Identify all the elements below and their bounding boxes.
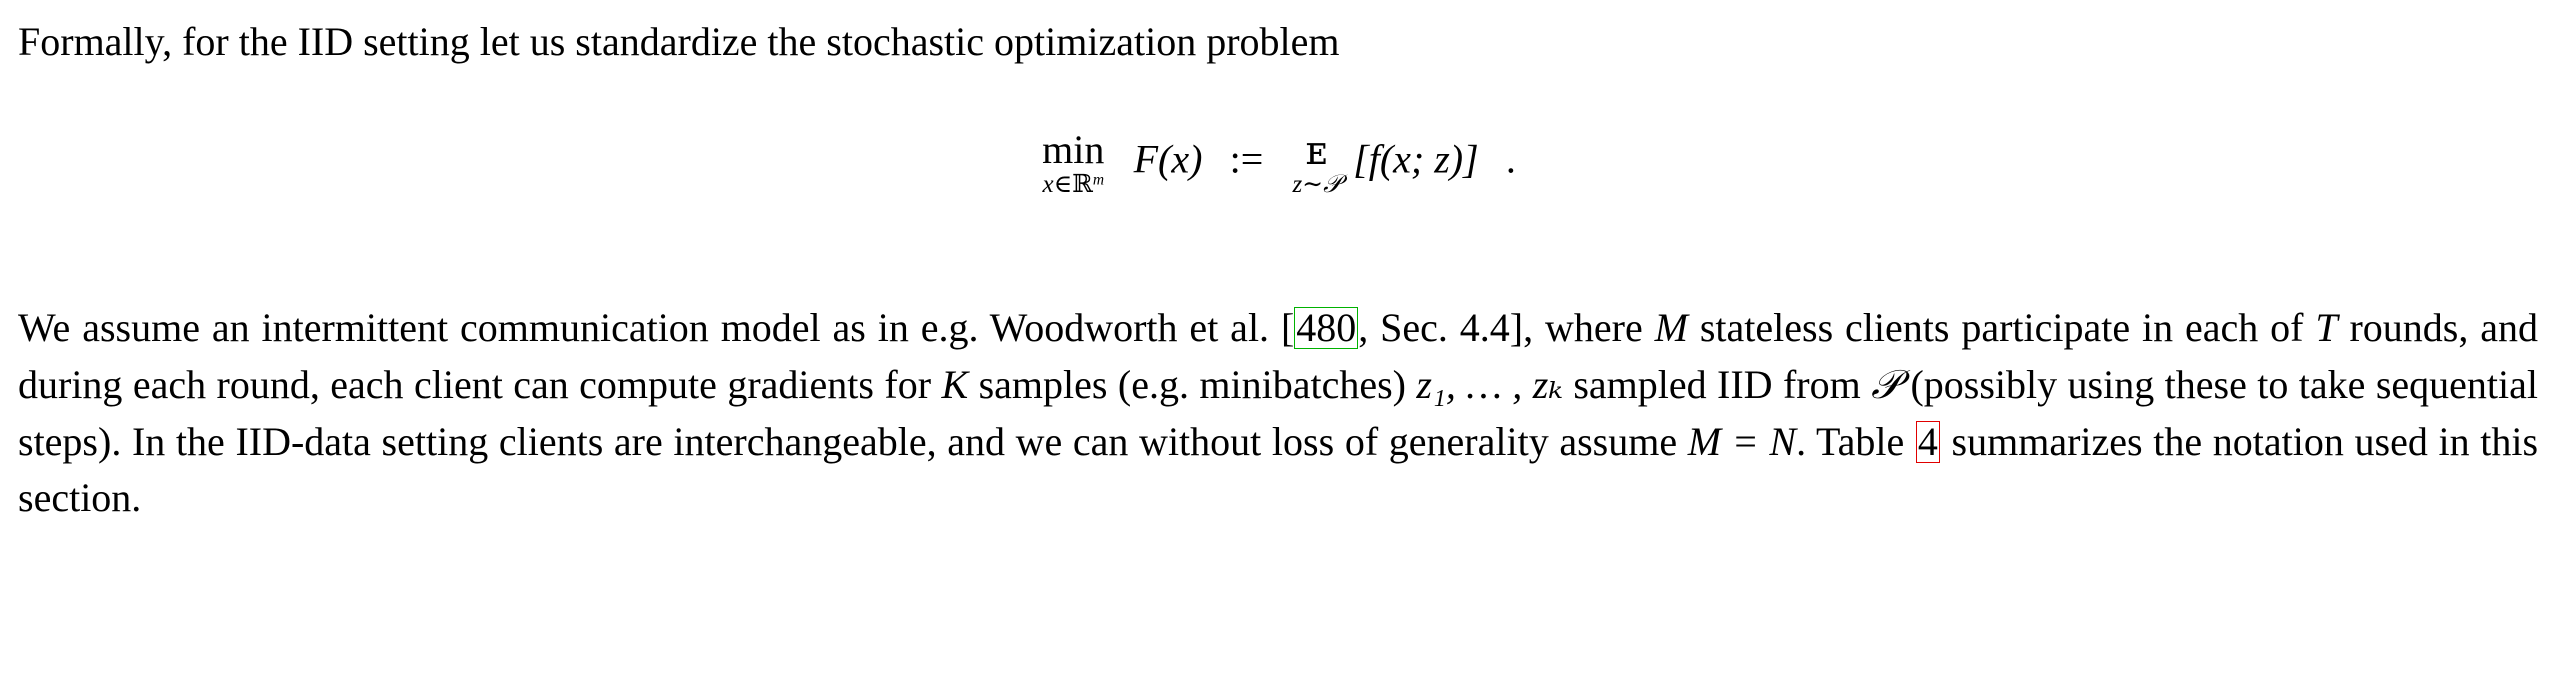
body-seg1: We assume an intermittent communication model as in e.g. Woodworth et al. [ [18, 305, 1295, 350]
citation-link-480[interactable]: 480 [1296, 305, 1357, 350]
body-seg9: steps). In the IID-data setting clients are interchangeable, and we can without loss of generality assume [18, 418, 1678, 464]
body-seg8: (possibly using these to take sequential [1900, 361, 2539, 407]
min-sub-exp: m [1092, 171, 1105, 189]
defined-as-symbol: := [1229, 136, 1264, 182]
body-seg6: samples (e.g. minibatches) [968, 361, 1417, 407]
var-P: 𝒫 [1871, 361, 1901, 407]
body-seg7: sampled IID from [1562, 361, 1872, 407]
expectation-operator [1292, 127, 1342, 198]
var-K: K [941, 361, 969, 407]
body-seg11: . Table [1796, 418, 1915, 464]
display-equation [0, 127, 2556, 198]
equation-period: . [1505, 136, 1516, 182]
expectation-argument: [f(x; z)] [1353, 136, 1479, 182]
min-sub-rel: ∈ [1053, 171, 1073, 198]
var-T: T [2315, 305, 2338, 350]
body-seg12: summarizes the notation used in this section. [18, 418, 2539, 521]
min-subscript [1042, 171, 1104, 197]
equation-content [1040, 127, 1516, 198]
expectation-symbol: ᴇ [1305, 127, 1328, 174]
paragraph-intro: Formally, for the IID setting let us standardize the stochastic optimization problem [18, 19, 1340, 64]
min-label: min [1042, 127, 1105, 172]
objective-function: F(x) [1133, 136, 1203, 182]
expectation-subscript: z∼𝒫 [1292, 170, 1342, 198]
sample-list: z₁, … , zₖ [1416, 361, 1563, 407]
paragraph-body [18, 300, 2538, 527]
var-M-first: M [1654, 305, 1688, 350]
min-operator [1042, 127, 1105, 198]
body-seg2: , Sec. 4.4], where [1358, 305, 1655, 350]
body-seg4: rounds, and during each round, each client can compute gradients [18, 305, 2539, 407]
assumption-M-equals-N: M = N [1687, 418, 1797, 464]
min-sub-set: ℝ [1072, 169, 1093, 198]
body-seg5: for [884, 361, 942, 407]
min-sub-var: x [1042, 171, 1054, 198]
table-reference-link[interactable]: 4 [1917, 418, 1938, 464]
body-seg3: stateless clients participate in each of [1699, 305, 2316, 350]
